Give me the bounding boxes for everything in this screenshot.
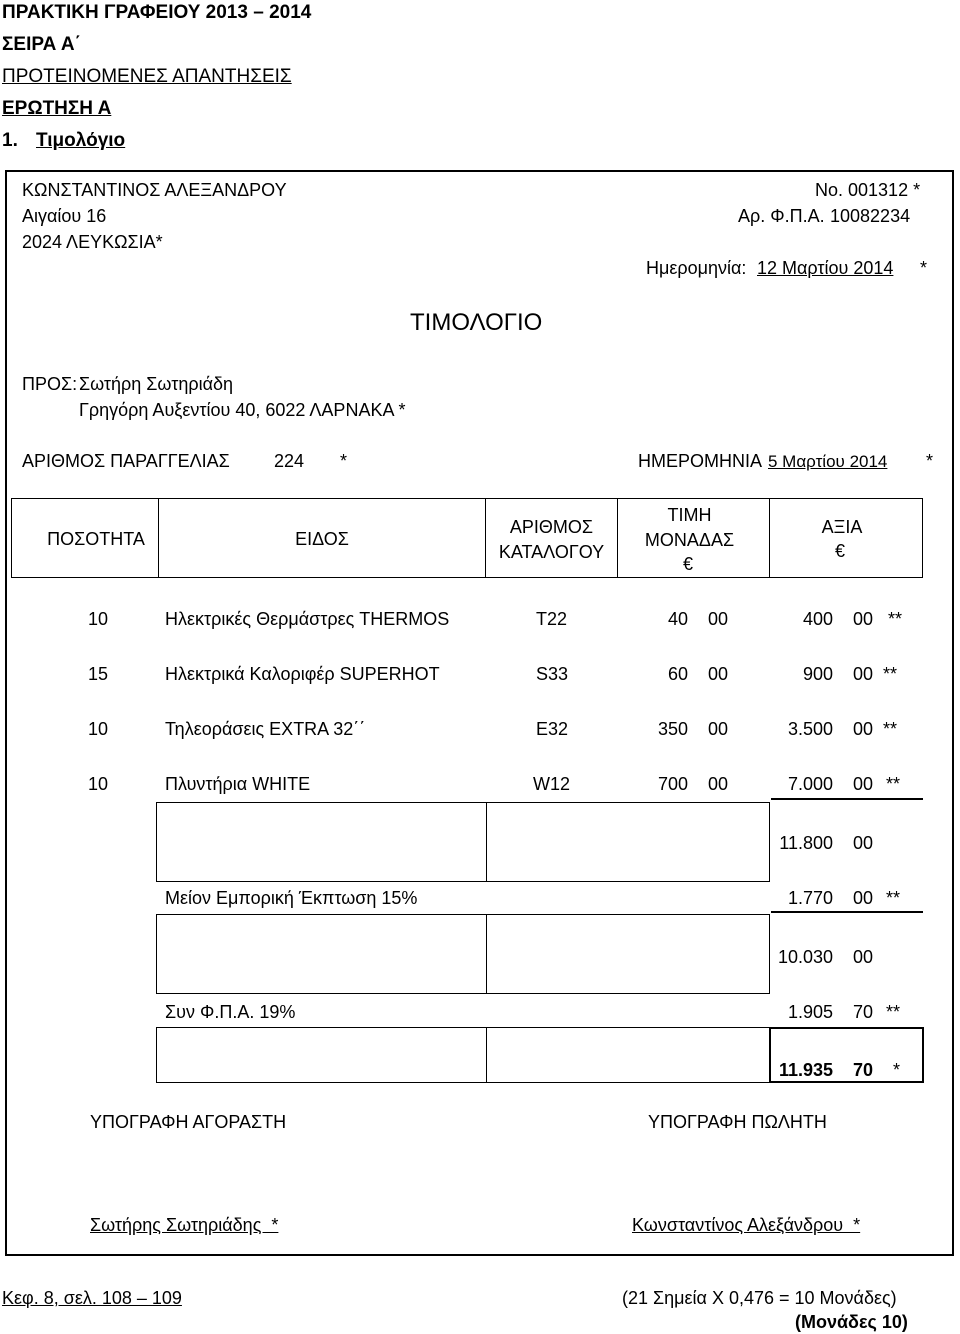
points-calculation: (21 Σημεία Χ 0,476 = 10 Μονάδες): [622, 1288, 897, 1308]
subtotal-value: 11.800: [779, 833, 833, 853]
row-price-cents: 00: [708, 774, 729, 794]
chapter-reference: Κεφ. 8, σελ. 108 – 109: [2, 1288, 182, 1308]
invoice-number: Νο. 001312 *: [815, 180, 921, 200]
row-qty: 10: [88, 774, 109, 794]
row-mark: **: [886, 774, 901, 794]
net-value: 10.030: [777, 947, 833, 967]
buyer-signature-label: ΥΠΟΓΡΑΦΗ ΑΓΟΡΑΣΤΗ: [90, 1112, 287, 1132]
discount-cents: 00: [853, 888, 874, 908]
vat-cents: 70: [853, 1002, 874, 1022]
header-item: ΕΙΔΟΣ: [295, 529, 349, 549]
header-price-line2: ΜΟΝΑΔΑΣ: [644, 530, 735, 550]
row-price: 350: [657, 719, 688, 739]
summary-cell-2-left: [156, 914, 487, 994]
vat-row-label: Συν Φ.Π.Α. 19%: [165, 1002, 296, 1022]
summary-cell-3-left: [156, 1027, 487, 1083]
buyer-signature-text: Σωτήρης Σωτηριάδης *: [90, 1215, 279, 1235]
row-catalog: E32: [536, 719, 569, 739]
row-catalog: S33: [536, 664, 569, 684]
order-number-label: ΑΡΙΘΜΟΣ ΠΑΡΑΓΓΕΛΙΑΣ: [22, 451, 230, 471]
item-number: 1.: [2, 130, 18, 151]
seller-signature-name: [632, 1215, 860, 1236]
buyer-label: ΠΡΟΣ:: [22, 374, 78, 394]
total-value: 11.935: [778, 1060, 833, 1080]
buyer-address: Γρηγόρη Αυξεντίου 40, 6022 ΛΑΡΝΑΚΑ *: [79, 400, 406, 420]
summary-cell-3-right: [486, 1027, 770, 1083]
question-title: ΕΡΩΤΗΣΗ Α: [2, 98, 112, 119]
row-price: 40: [667, 609, 688, 629]
course-title: ΠΡΑΚΤΙΚΗ ΓΡΑΦΕΙΟΥ 2013 – 2014: [2, 2, 312, 23]
row-value-cents: 00: [853, 664, 874, 684]
item-title: Τιμολόγιο: [36, 130, 126, 151]
row-catalog: T22: [536, 609, 568, 629]
order-number-value: [232, 451, 350, 472]
invoice-date-mark: *: [920, 258, 928, 278]
subtotal-rule: [771, 798, 923, 800]
order-date-value: 5 Μαρτίου 2014: [768, 452, 888, 471]
buyer-name: Σωτήρη Σωτηριάδη: [79, 374, 234, 394]
row-mark: **: [883, 719, 898, 739]
summary-cell-2-right: [486, 914, 770, 994]
total-mark: *: [893, 1060, 901, 1080]
order-date-mark: *: [926, 451, 934, 471]
row-item: Ηλεκτρικές Θερμάστρες THERMOS: [165, 609, 450, 629]
total-cents: 70: [853, 1060, 874, 1080]
row-value-cents: 00: [853, 774, 874, 794]
order-number: 224: [274, 451, 305, 471]
vat-label: Αρ. Φ.Π.Α.: [738, 206, 825, 226]
row-item: Πλυντήρια WHITE: [165, 774, 311, 794]
seller-city: 2024 ΛΕΥΚΩΣΙΑ*: [22, 232, 163, 252]
row-price: 700: [657, 774, 688, 794]
row-item: Ηλεκτρικά Καλοριφέρ SUPERHOT: [165, 664, 440, 684]
row-qty: 15: [88, 664, 109, 684]
series-title: ΣΕΙΡΑ Α΄: [2, 34, 81, 55]
row-price-cents: 00: [708, 719, 729, 739]
header-value-line1: ΑΞΙΑ: [821, 517, 863, 537]
vat-mark: **: [886, 1002, 901, 1022]
order-number-mark: *: [340, 451, 348, 471]
row-value-cents: 00: [853, 609, 874, 629]
discount-mark: **: [886, 888, 901, 908]
row-value: 3.500: [787, 719, 833, 739]
invoice-date-value: 12 Μαρτίου 2014: [757, 258, 894, 278]
row-price-cents: 00: [708, 664, 729, 684]
seller-name: ΚΩΝΣΤΑΝΤΙΝΟΣ ΑΛΕΞΑΝΔΡΟΥ: [22, 180, 287, 200]
row-value-cents: 00: [853, 719, 874, 739]
header-qty: ΠΟΣΟΤΗΤΑ: [47, 529, 145, 549]
row-mark: **: [883, 664, 898, 684]
row-mark: **: [888, 609, 903, 629]
row-value: 7.000: [787, 774, 833, 794]
buyer-signature-name: [90, 1215, 278, 1236]
discount-label: Μείον Εμπορική Έκπτωση 15%: [165, 888, 418, 908]
vat-value: 1.905: [787, 1002, 833, 1022]
seller-signature-text: Κωνσταντίνος Αλεξάνδρου *: [632, 1215, 861, 1235]
row-price-cents: 00: [708, 609, 729, 629]
summary-cell-1-left: [156, 802, 487, 882]
seller-signature-label: ΥΠΟΓΡΑΦΗ ΠΩΛΗΤΗ: [648, 1112, 827, 1132]
document-title: ΤΙΜΟΛΟΓΙΟ: [410, 309, 543, 336]
header-catalog-line1: ΑΡΙΘΜΟΣ: [509, 517, 594, 537]
vat-number: 10082234: [830, 206, 911, 226]
order-date-label: ΗΜΕΡΟΜΗΝΙΑ: [638, 451, 763, 471]
suggested-answers-title: ΠΡΟΤΕΙΝΟΜΕΝΕΣ ΑΠΑΝΤΗΣΕΙΣ: [2, 66, 292, 87]
row-price: 60: [667, 664, 688, 684]
row-qty: 10: [88, 719, 109, 739]
row-qty: 10: [88, 609, 109, 629]
row-catalog: W12: [533, 774, 571, 794]
row-value: 400: [802, 609, 833, 629]
net-cents: 00: [853, 947, 874, 967]
row-value: 900: [802, 664, 833, 684]
net-rule: [771, 911, 923, 913]
total-marks: (Μονάδες 10): [795, 1312, 908, 1332]
header-catalog-line2: ΚΑΤΑΛΟΓΟΥ: [498, 542, 605, 562]
subtotal-cents: 00: [853, 833, 874, 853]
summary-cell-1-right: [486, 802, 770, 882]
header-price-line1: ΤΙΜΗ: [667, 505, 712, 525]
discount-value: 1.770: [787, 888, 833, 908]
invoice-date-label: Ημερομηνία:: [646, 258, 747, 278]
seller-street: Αιγαίου 16: [22, 206, 107, 226]
header-price-currency: €: [683, 554, 694, 574]
row-item: Τηλεοράσεις EXTRA 32΄΄: [165, 719, 366, 739]
header-value-currency: €: [835, 541, 846, 561]
